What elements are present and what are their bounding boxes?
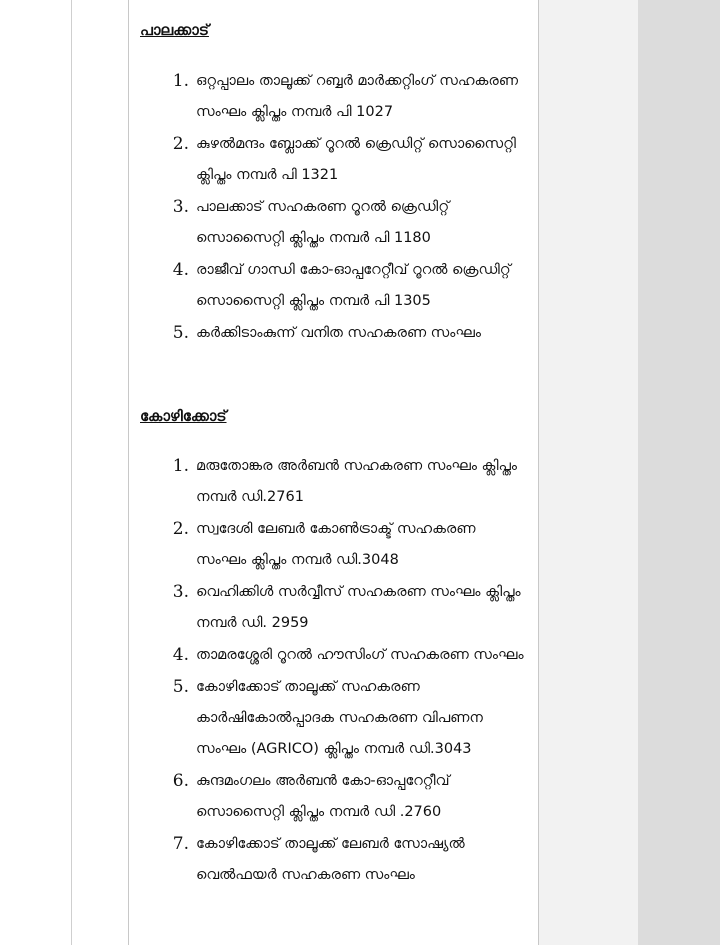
list-item — [129, 514, 534, 576]
list-item — [129, 577, 534, 639]
list-item — [129, 255, 534, 317]
list-item-number: 5. — [172, 323, 189, 343]
list-item — [129, 451, 534, 513]
list-item-number: 6. — [172, 771, 189, 791]
list-item-text: കുഴൽമന്ദം ബ്ലോക്ക് റൂറൽ ക്രെഡിറ്റ് സൊസൈറ്റി ക്ലിപ്തം നമ്പർ പി 1321 — [196, 136, 516, 183]
document-page — [128, 0, 539, 945]
list-item — [129, 672, 534, 765]
list-item-number: 4. — [172, 645, 189, 665]
list-item — [129, 766, 534, 828]
list-item-number: 3. — [172, 197, 189, 217]
list-item-number: 2. — [172, 519, 189, 539]
list-item — [129, 129, 534, 191]
list-item-text: വെഹിക്കിൾ സർവ്വീസ് സഹകരണ സംഘം ക്ലിപ്തം നമ്പർ ഡി. 2959 — [196, 584, 521, 631]
list-item-number: 2. — [172, 134, 189, 154]
list-item-text: രാജീവ് ഗാന്ധി കോ-ഓപ്പറേറ്റീവ് റൂറൽ ക്രെഡിറ്റ് സൊസൈറ്റി ക്ലിപ്തം നമ്പർ പി 1305 — [196, 262, 511, 309]
list-item-number: 5. — [172, 677, 189, 697]
list-item-text: മരുതോങ്കര അർബൻ സഹകരണ സംഘം ക്ലിപ്തം നമ്പർ ഡി.2761 — [196, 458, 518, 505]
list-item — [129, 829, 534, 891]
list-item — [129, 640, 534, 671]
list-item-number: 1. — [172, 71, 189, 91]
list-item-text: കോഴിക്കോട് താലൂക്ക് സഹകരണ കാർഷികോൽപ്പാദക സഹകരണ വിപണന സംഘം (AGRICO) ക്ലിപ്തം നമ്പർ ഡി.3043 — [196, 679, 483, 757]
list-item — [129, 66, 534, 128]
list-item-text: കുന്ദമംഗലം അർബൻ കോ-ഓപ്പറേറ്റീവ് സൊസൈറ്റി ക്ലിപ്തം നമ്പർ ഡി .2760 — [196, 773, 450, 820]
list-item-number: 7. — [172, 834, 189, 854]
viewer-background — [638, 0, 720, 945]
list-item-text: ഒറ്റപ്പാലം താലൂക്ക് റബ്ബർ മാർക്കറ്റിംഗ് സഹകരണ സംഘം ക്ലിപ്തം നമ്പർ പി 1027 — [196, 73, 518, 120]
list-item — [129, 318, 534, 349]
kozhikode-society-list — [129, 451, 534, 892]
list-item-text: പാലക്കാട് സഹകരണ റൂറൽ ക്രെഡിറ്റ് സൊസൈറ്റി ക്ലിപ്തം നമ്പർ പി 1180 — [196, 199, 450, 246]
list-item — [129, 192, 534, 254]
list-item-number: 4. — [172, 260, 189, 280]
list-item-text: കർക്കിടാംകുന്ന് വനിത സഹകരണ സംഘം — [196, 325, 481, 341]
list-item-text: കോഴിക്കോട് താലൂക്ക് ലേബർ സോഷ്യൽ വെൽഫയർ സഹകരണ സംഘം — [196, 836, 465, 883]
document-side-margin — [538, 0, 638, 945]
list-item-text: സ്വദേശി ലേബർ കോൺട്രാക്ട് സഹകരണ സംഘം ക്ലിപ്തം നമ്പർ ഡി.3048 — [196, 521, 476, 568]
list-item-number: 3. — [172, 582, 189, 602]
left-margin-rule — [71, 0, 72, 945]
list-item-number: 1. — [172, 456, 189, 476]
palakkad-society-list — [129, 66, 534, 350]
section-heading-kozhikode: കോഴിക്കോട് — [140, 407, 227, 425]
list-item-text: താമരശ്ശേരി റൂറൽ ഹൗസിംഗ് സഹകരണ സംഘം — [196, 647, 524, 663]
section-heading-palakkad: പാലക്കാട് — [140, 21, 209, 39]
